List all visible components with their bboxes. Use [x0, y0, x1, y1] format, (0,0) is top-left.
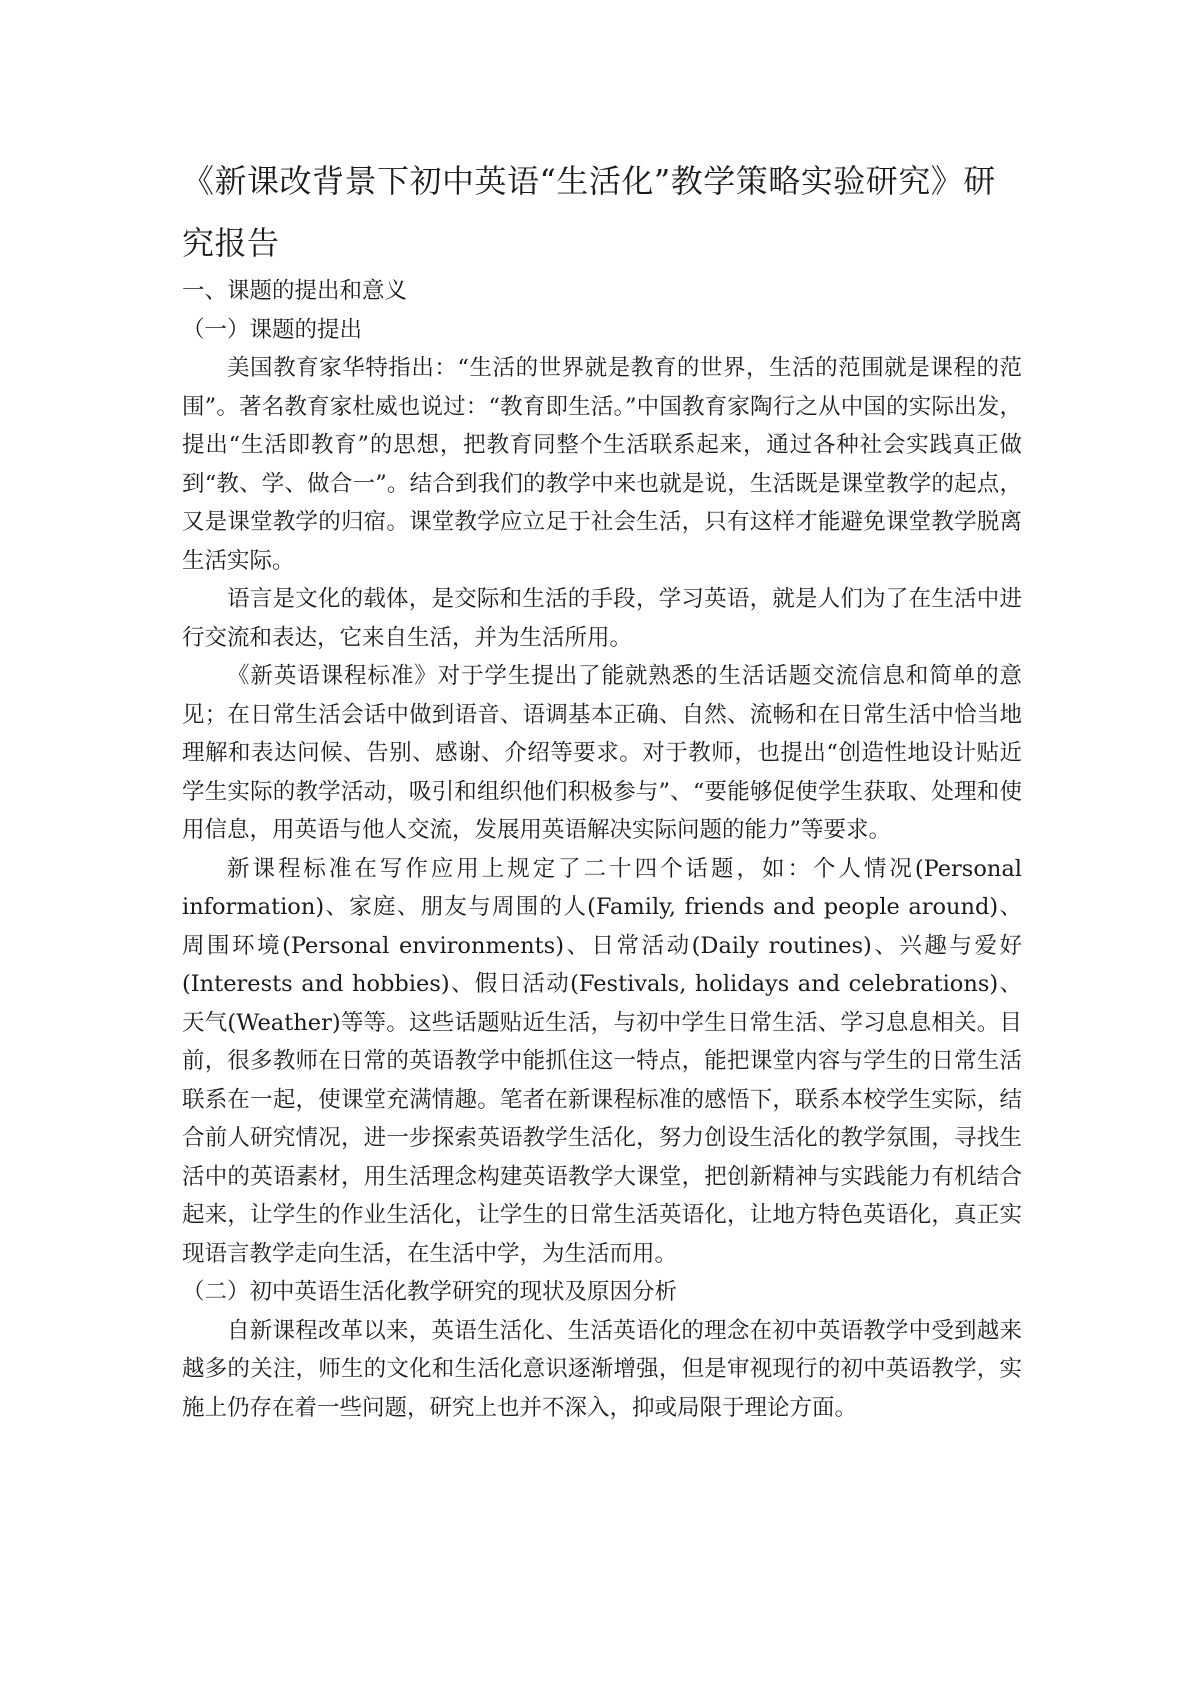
report-title: 《新课改背景下初中英语“生活化”教学策略实验研究》研究报告: [182, 162, 996, 262]
paragraph: 语言是文化的载体，是交际和生活的手段，学习英语，就是人们为了在生活中进行交流和表达，它来自生活，并为生活所用。: [182, 586, 1022, 651]
paragraph: 《新英语课程标准》对于学生提出了能就熟悉的生活话题交流信息和简单的意见；在日常生活会话中做到语音、语调基本正确、自然、流畅和在日常生活中恰当地理解和表达问候、告别、感谢、介绍等要求。对于教师，也提出“创造性地设计贴近学生实际的教学活动，吸引和组织他们积极参与”、“要能够促使学生获取、处理和使用信息，用英语与他人交流，发展用英语解决实际问题的能力”等要求。: [182, 663, 1022, 843]
subsection-heading: （二）初中英语生活化教学研究的现状及原因分析: [182, 1279, 678, 1305]
paragraph: 新课程标准在写作应用上规定了二十四个话题，如：个人情况(Personal information)、家庭、朋友与周围的人(Family, friends and people around)、周围环境(Personal environments)、日常活动(Daily routines)、兴趣与爱好(Interests and hobbies)、假日活动(Festivals, holidays and celebrations)、天气(Weather)等等。这些话题贴近生活，与初中学生日常生活、学习息息相关。目前，很多教师在日常的英语教学中能抓住这一特点，能把课堂内容与学生的日常生活联系在一起，使课堂充满情趣。笔者在新课程标准的感悟下，联系本校学生实际，结合前人研究情况，进一步探索英语教学生活化，努力创设生活化的教学氛围，寻找生活中的英语素材，用生活理念构建英语教学大课堂，把创新精神与实践能力有机结合起来，让学生的作业生活化，让学生的日常生活英语化，让地方特色英语化，真正实现语言教学走向生活，在生活中学，为生活而用。: [182, 855, 1022, 1267]
paragraph: 美国教育家华特指出：“生活的世界就是教育的世界，生活的范围就是课程的范围”。著名教育家杜威也说过：“教育即生活。”中国教育家陶行之从中国的实际出发，提出“生活即教育”的思想，把教育同整个生活联系起来，通过各种社会实践真正做到“教、学、做合一”。结合到我们的教学中来也就是说，生活既是课堂教学的起点，又是课堂教学的归宿。课堂教学应立足于社会生活，只有这样才能避免课堂教学脱离生活实际。: [182, 355, 1022, 574]
report-body: [182, 272, 1022, 1427]
section-heading: 一、课题的提出和意义: [182, 278, 408, 304]
subsection-heading: （一）课题的提出: [182, 316, 363, 343]
paragraph: 自新课程改革以来，英语生活化、生活英语化的理念在初中英语教学中受到越来越多的关注，师生的文化和生活化意识逐渐增强，但是审视现行的初中英语教学，实施上仍存在着一些问题，研究上也并不深入，抑或局限于理论方面。: [182, 1317, 1022, 1421]
